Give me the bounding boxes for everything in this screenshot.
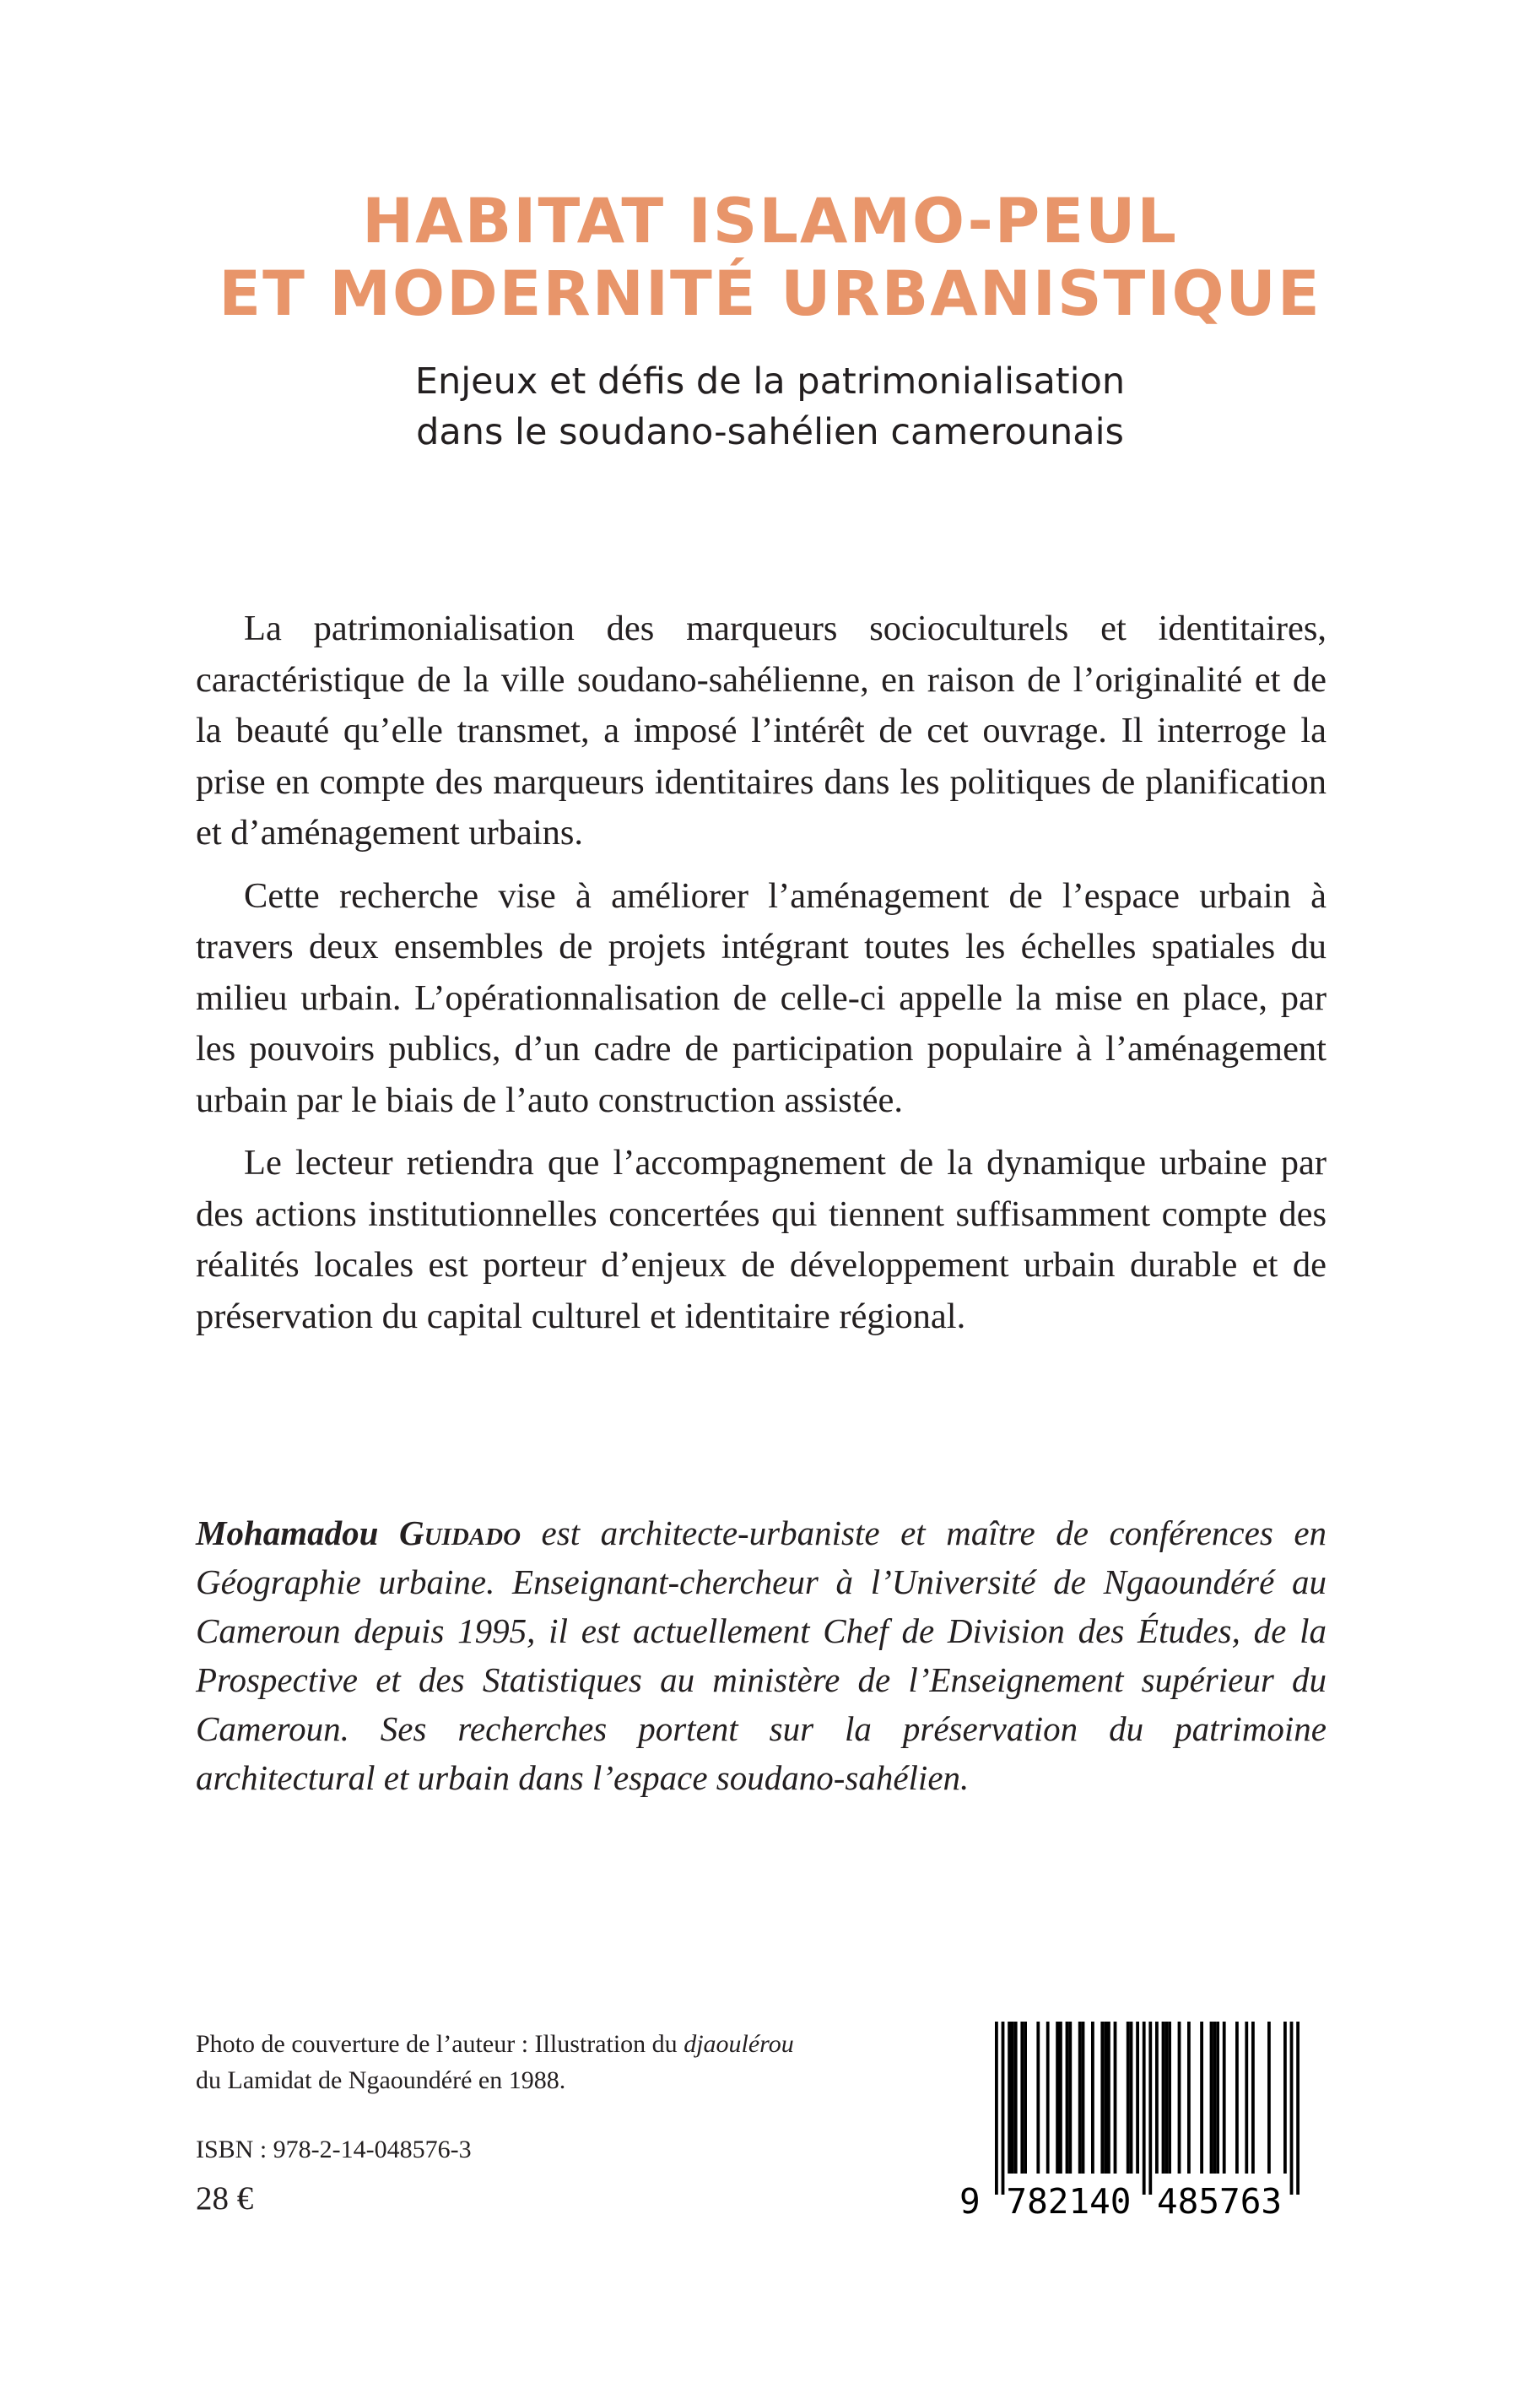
barcode-left-group: 782140 bbox=[1006, 2181, 1132, 2222]
book-subtitle bbox=[0, 356, 1540, 457]
barcode-bar bbox=[1178, 2022, 1181, 2174]
barcode-bar bbox=[1245, 2022, 1248, 2174]
book-subtitle-line-2: dans le soudano-sahélien camerounais bbox=[416, 411, 1124, 453]
summary-paragraph: Le lecteur retiendra que l’accompagnement de la dynamique urbaine par des actions institutionnelles concertées qui tiennent suffisamment compte des réalités locales est porteur d’enjeux de développement urbain durable et de préservation du capital culturel et identitaire régional. bbox=[196, 1143, 1327, 1336]
barcode-bar bbox=[1216, 2022, 1219, 2174]
author-bio bbox=[196, 1508, 1327, 1802]
isbn-label: ISBN : 978-2-14-048576-3 bbox=[196, 2136, 472, 2163]
barcode-bar bbox=[1100, 2022, 1104, 2174]
barcode-bar bbox=[1002, 2022, 1005, 2195]
barcode-bar bbox=[1036, 2022, 1040, 2174]
barcode-bar bbox=[1091, 2022, 1094, 2174]
barcode-bar bbox=[1114, 2022, 1117, 2174]
photo-credit-prefix: Photo de couverture de l’auteur : Illustration du bbox=[196, 2030, 684, 2058]
barcode-bar bbox=[1164, 2022, 1168, 2174]
barcode-bar bbox=[1078, 2022, 1082, 2174]
barcode-bar bbox=[1136, 2022, 1139, 2174]
photo-credit-line-2: du Lamidat de Ngaoundéré en 1988. bbox=[196, 2066, 566, 2094]
barcode-bar bbox=[1143, 2022, 1146, 2195]
barcode-bar bbox=[1168, 2022, 1171, 2174]
photo-credit-term: djaoulérou bbox=[684, 2030, 794, 2058]
barcode-bar bbox=[1011, 2022, 1014, 2174]
photo-credit bbox=[196, 2026, 921, 2098]
barcode-right-group: 485763 bbox=[1157, 2181, 1283, 2222]
barcode-bar bbox=[1283, 2022, 1287, 2174]
barcode-bar bbox=[1127, 2022, 1130, 2174]
barcode-bar bbox=[1066, 2022, 1069, 2174]
barcode-bar bbox=[1155, 2022, 1159, 2174]
barcode-bar bbox=[1059, 2022, 1062, 2174]
author-bio-text: est architecte-urbaniste et maître de conférences en Géographie urbaine. Enseignant-chercheur à l’Université de Ngaoundéré au Cameroun depuis 1995, il est actuellement Chef de Division des Études, de la Prospective et des Statistiques au ministère de l’Enseignement supérieur du Cameroun. Ses recherches portent sur la préservation du patrimoine architectural et urbain dans l’espace soudano-sahélien. bbox=[196, 1513, 1327, 1797]
author-first-name: Mohamadou bbox=[196, 1513, 379, 1552]
barcode-bar bbox=[1162, 2022, 1165, 2174]
barcode-bar bbox=[1024, 2022, 1027, 2174]
barcode-bar bbox=[1210, 2022, 1213, 2174]
barcode-bar bbox=[1296, 2022, 1300, 2195]
barcode-bar bbox=[995, 2022, 998, 2195]
book-subtitle-line-1: Enjeux et défis de la patrimonialisation bbox=[414, 360, 1126, 403]
summary-paragraph: Cette recherche vise à améliorer l’aménagement de l’espace urbain à travers deux ensembles de projets intégrant toutes les échelles spatiales du milieu urbain. L’opérationnalisation de celle-ci appelle la mise en place, par les pouvoirs publics, d’un cadre de participation populaire à l’aménagement urbain par le biais de l’auto construction assistée. bbox=[196, 875, 1327, 1120]
barcode-bar bbox=[1213, 2022, 1216, 2174]
barcode-bar bbox=[1082, 2022, 1085, 2174]
barcode-bar bbox=[1014, 2022, 1018, 2174]
summary-paragraph: La patrimonialisation des marqueurs socioculturels et identitaires, caractéristique de la ville soudano-sahélienne, en raison de l’originalité et de la beauté qu’elle transmet, a imposé l’intérêt de cet ouvrage. Il interroge la prise en compte des marqueurs identitaires dans les politiques de planification et d’aménagement urbains. bbox=[196, 609, 1327, 853]
barcode-bar bbox=[1068, 2022, 1072, 2174]
barcode-bar bbox=[1200, 2022, 1203, 2174]
barcode-first-digit: 9 bbox=[959, 2181, 981, 2222]
barcode-bar bbox=[1104, 2022, 1107, 2174]
barcode-bar bbox=[1148, 2022, 1152, 2195]
barcode-bar bbox=[1020, 2022, 1024, 2174]
barcode-bar bbox=[1046, 2022, 1050, 2174]
book-title-line-1: HABITAT ISLAMO-PEUL bbox=[362, 186, 1178, 257]
barcode-bar bbox=[1223, 2022, 1226, 2174]
barcode-bar bbox=[1267, 2022, 1271, 2174]
barcode-bar bbox=[1130, 2022, 1133, 2174]
book-summary bbox=[196, 604, 1327, 1354]
price-label: 28 € bbox=[196, 2180, 254, 2217]
barcode-bar bbox=[1187, 2022, 1191, 2174]
barcode-digits bbox=[958, 2176, 1329, 2227]
barcode-bar bbox=[1107, 2022, 1110, 2174]
book-title-line-2: ET MODERNITÉ URBANISTIQUE bbox=[219, 258, 1321, 330]
book-title bbox=[0, 186, 1540, 331]
barcode-bar bbox=[1008, 2022, 1011, 2174]
barcode-bar bbox=[1235, 2022, 1239, 2174]
author-last-name: Guidado bbox=[399, 1513, 521, 1552]
barcode-bar bbox=[1056, 2022, 1059, 2174]
barcode-bar bbox=[1251, 2022, 1255, 2174]
barcode-bar bbox=[1290, 2022, 1294, 2195]
